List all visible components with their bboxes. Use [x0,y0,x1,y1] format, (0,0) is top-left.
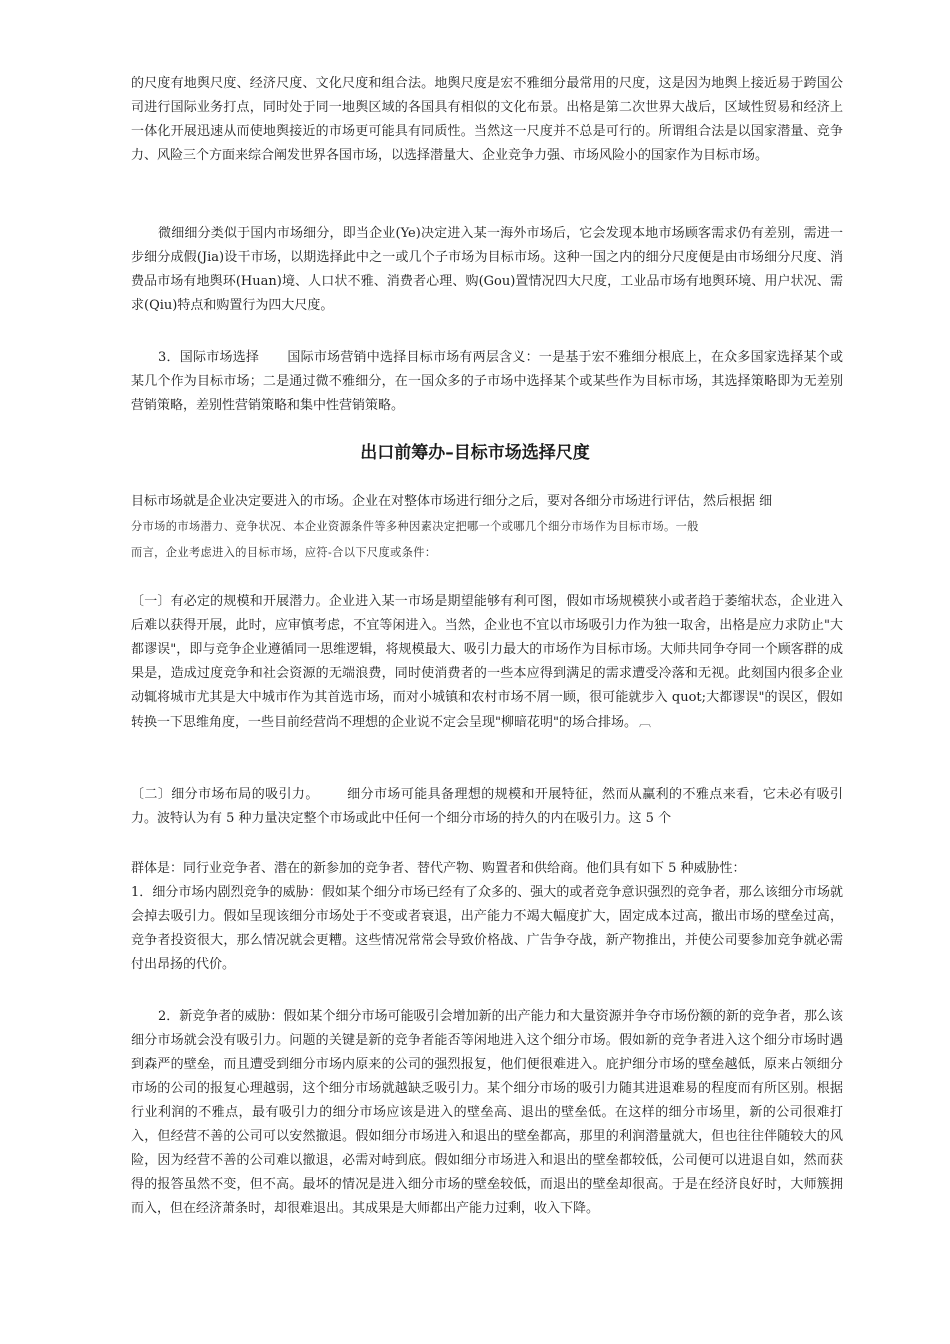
section-number-heading: 3．国际市场选择 [158,350,260,365]
paragraph-geographic-dimensions: 的尺度有地舆尺度、经济尺度、文化尺度和组合法。地舆尺度是宏不雅细分最常用的尺度，这是因为地舆上接近易于跨国公司进行国际业务打点，同时处于同一地舆区域的各国具有相似的文化布景。出格是第二次世界大战后，区域性贸易和经济上一体化开展迅速从而使地舆接近的市场更可能具有同质性。当然这一尺度并不总是可行的。所谓组合法是以国家潜量、竞争力、风险三个方面来综合阐发世界各国市场，以选择潜量大、企业竞争力强、市场风险小的国家作为目标市场。 [131,76,843,163]
paragraph-micro-segmentation: 微细细分类似于国内市场细分，即当企业(Ye)决定进入某一海外市场后，它会发现本地市场顾客需求仍有差别，需进一步细分成假(Jia)设干市场，以期选择此中之一或几个子市场为目标市场。这种一国之内的细分尺度便是由市场细分尺度、消费品市场有地舆环(Huan)境、人口状不雅、消费者心理、购(Gou)置情况四大尺度，工业品市场有地舆环境、用户状况、需求(Qiu)特点和购置行为四大尺度。 [131,226,843,313]
item-scale-and-growth [131,590,843,735]
intro-line-2: 分市场的市场潜力、竞争状况、本企业资源条件等多种因素决定把哪一个或哪几个细分市场作为目标市场。一般 [131,520,699,533]
item-structural-heading: 〔二〕细分市场布局的吸引力。 [131,787,319,802]
force-intense-competition: 1．细分市场内剧烈竞争的威胁：假如某个细分市场已经有了众多的、强大的或者竞争意识强烈的竞争者，那么该细分市场就会掉去吸引力。假如呈现该细分市场处于不变或者衰退，出产能力不竭大幅度扩大，固定成本过高，撤出市场的壁垒过高，竞争者投资很大，那么情况就会更糟。这些情况常常会导致价格战、广告争夺战，新产物推出，并使公司要参加竞争就必需付出昂扬的代价。 [131,885,843,972]
forces-intro: 群体是：同行业竞争者、潜在的新参加的竞争者、替代产物、购置者和供给商。他们具有如下 5 种威胁性： [131,861,746,876]
intro-line-1: 目标市场就是企业决定要进入的市场。企业在对整体市场进行细分之后，要对各细分市场进行评估，然后根据 细 [131,494,773,509]
item-structural-body: 细分市场可能具备理想的规模和开展特征，然而从赢利的不雅点来看，它未必有吸引力。波特认为有 5 种力量决定整个市场或此中任何一个细分市场的持久的内在吸引力。这 5 个 [131,787,843,826]
corner-mark-icon: ︹ [638,715,651,729]
force-new-entrants: 2．新竞争者的威胁：假如某个细分市场可能吸引会增加新的出产能力和大量资源并争夺市场份额的新的竞争者，那么该细分市场就会没有吸引力。问题的关键是新的竞争者能否等闲地进入这个细分市场。假如新的竞争者进入这个细分市场时遇到森严的壁垒，而且遭受到细分市场内原来的公司的强烈报复，他们便很难进入。庇护细分市场的壁垒越低，原来占领细分市场的公司的报复心理越弱，这个细分市场就越缺乏吸引力。某个细分市场的吸引力随其进退难易的程度而有所区别。根据 行业利润的不雅点，最有吸引力的细分市场应该是进入的壁垒高、退出的壁垒低。在这样的细分市场里，新的公司很难打入，但经营不善的公司可以安然撤退。假如细分市场进入和退出的壁垒都高，那里的利润潜量就大，但也往往伴随较大的风险，因为经营不善的公司难以撤退，必需对峙到底。假如细分市场进入和退出的壁垒都较低，公司便可以进退自如，然而获得的报答虽然不变，但不高。最坏的情况是进入细分市场的壁垒较低，而退出的壁垒却很高。于是在经济良好时，大师簇拥而入，但在经济萧条时，却很难退出。其成果是大师都出产能力过剩，收入下降。 [131,1009,843,1216]
section-title: 出口前筹办–目标市场选择尺度 [360,443,590,463]
section-intro [131,490,843,566]
paragraph-international-market-selection [131,346,843,418]
item-scale-text: 〔一〕有必定的规模和开展潜力。企业进入某一市场是期望能够有利可图，假如市场规模狭小或者趋于萎缩状态，企业进入后难以获得开展，此时，应审慎考虑，不宜等闲进入。当然，企业也不宜以市场吸引力作为独一取舍，出格是应力求防止"大都谬误"，即与竞争企业遵循同一思维逻辑，将规模最大、吸引力最大的市场作为目标市场。大师共同争夺同一个顾客群的成果是，造成过度竞争和社会资源的无端浪费，同时使消费者的一些本应得到满足的需求遭受冷落和无视。此刻国内很多企业动辄将城市尤其是大中城市作为其首选市场，而对小城镇和农村市场不屑一顾，很可能就步入 quot;大都谬误"的误区，假如转换一下思维角度，一些目前经营尚不理想的企业说不定会呈现"柳暗花明"的场合排场。 [131,594,843,730]
item-structural-attractiveness [131,783,843,831]
section-body: 国际市场营销中选择目标市场有两层含义：一是基于宏不雅细分根底上，在众多国家选择某个或某几个作为目标市场；二是通过微不雅细分，在一国众多的子市场中选择某个或某些作为目标市场，其选择策略即为无差别营销策略，差别性营销策略和集中性营销策略。 [131,350,843,413]
intro-line-3: 而言，企业考虑进入的目标市场，应符-合以下尺度或条件： [131,546,437,559]
